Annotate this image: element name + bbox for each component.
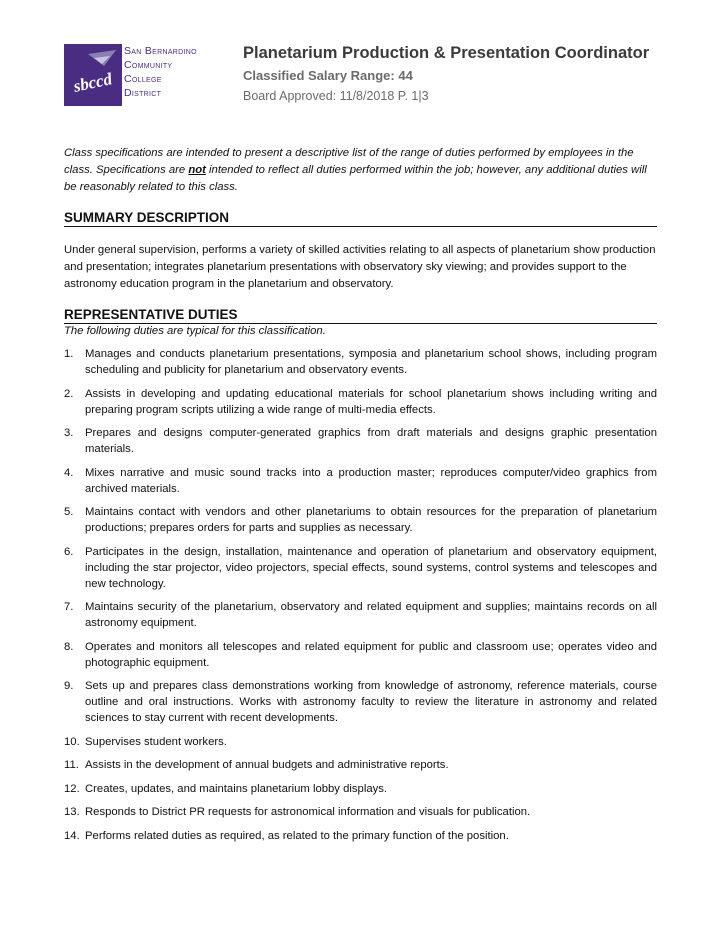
logo-line: Community: [124, 59, 173, 71]
duty-number: 3.: [64, 427, 74, 439]
duty-item: [64, 465, 657, 497]
duty-item: [64, 639, 657, 671]
page-title: Planetarium Production & Presentation Coordinator: [243, 44, 650, 62]
salary-range: Classified Salary Range: 44: [243, 68, 413, 83]
duty-number: 11.: [64, 759, 79, 771]
duty-item: [64, 734, 657, 750]
district-logo: [64, 44, 214, 106]
duty-text: Creates, updates, and maintains planetarium lobby displays.: [85, 782, 388, 795]
duty-text: Mixes narrative and music sound tracks into a production master; reproduces computer/video graphics from archived materials.: [85, 466, 657, 495]
duty-number: 6.: [64, 545, 74, 558]
svg-text:sbccd: sbccd: [71, 69, 114, 96]
duty-item: [64, 346, 657, 378]
duty-text: Participates in the design, installation, maintenance and operation of planetarium and observatory equipment, including the star projector, video projectors, special effects, sound systems, control systems and telescopes and new technology.: [85, 545, 657, 590]
duty-text: Sets up and prepares class demonstrations working from knowledge of astronomy, reference materials, course outline and oral instructions. Works with astronomy faculty to review the literature in astronomy and related sciences to stay current with recent developments.: [85, 680, 657, 724]
duty-item: [64, 678, 657, 726]
sbccd-logo-icon: [64, 44, 122, 106]
duty-text: Responds to District PR requests for astronomical information and visuals for publication.: [85, 806, 531, 818]
duty-number: 1.: [64, 348, 74, 360]
intro-text-after: intended to reflect all duties performed within the job; however, any additional duties will be reasonably related to this class.: [64, 164, 647, 193]
board-approved: Board Approved: 11/8/2018 P. 1|3: [243, 89, 429, 103]
duty-number: 7.: [64, 601, 74, 613]
logo-line: District: [124, 87, 162, 99]
intro-text-before: Class specifications are intended to present a descriptive list of the range of duties performed by employees in the class. Specifications are: [64, 147, 634, 176]
duty-item: [64, 599, 657, 631]
duty-text: Assists in the development of annual budgets and administrative reports.: [85, 759, 449, 771]
duty-item: [64, 804, 657, 820]
intro-paragraph: [64, 145, 659, 196]
duty-text: Operates and monitors all telescopes and related equipment for public and classroom use; operates video and photographic equipment.: [85, 640, 657, 669]
duty-item: [64, 781, 657, 797]
summary-text: Under general supervision, performs a variety of skilled activities relating to all aspects of planetarium show production and presentation; integrates planetarium presentations with observatory sky viewing; and provides support to the astronomy education program in the planetarium and observatory.: [64, 244, 656, 290]
duty-number: 5.: [64, 506, 74, 518]
duty-item: [64, 828, 657, 844]
logo-line: San Bernardino: [124, 45, 197, 57]
duty-number: 13.: [64, 806, 80, 818]
duty-number: 14.: [64, 829, 80, 842]
duty-item: [64, 757, 657, 773]
duty-text: Manages and conducts planetarium presentations, symposia and planetarium school shows, including program scheduling and publicity for planetarium and observatory events.: [85, 348, 657, 376]
duty-number: 4.: [64, 466, 74, 479]
duty-text: Maintains security of the planetarium, observatory and related equipment and supplies; maintains records on all astronomy equipment.: [85, 601, 657, 629]
logo-wordmark: [124, 44, 216, 100]
duties-note: The following duties are typical for this classification.: [64, 325, 326, 337]
duty-text: Supervises student workers.: [85, 735, 227, 748]
duty-number: 12.: [64, 782, 80, 795]
duty-item: [64, 386, 657, 418]
duties-list: [64, 346, 657, 851]
duty-number: 2.: [64, 387, 74, 400]
duty-number: 9.: [64, 680, 74, 692]
duty-number: 8.: [64, 640, 74, 653]
duty-text: Prepares and designs computer-generated graphics from draft materials and designs graphic presentation materials.: [85, 427, 657, 455]
duty-text: Assists in developing and updating educational materials for school planetarium shows including writing and preparing program scripts utilizing a wide range of multi-media effects.: [85, 387, 657, 416]
duties-heading: REPRESENTATIVE DUTIES: [64, 306, 657, 324]
title-block: [243, 43, 683, 104]
summary-heading: SUMMARY DESCRIPTION: [64, 209, 657, 227]
duty-text: Maintains contact with vendors and other planetariums to obtain resources for the preparation of planetarium productions; prepares orders for parts and supplies as necessary.: [85, 506, 657, 534]
duty-item: [64, 504, 657, 536]
duty-item: [64, 425, 657, 457]
logo-line: College: [124, 73, 162, 85]
duty-text: Performs related duties as required, as related to the primary function of the position.: [85, 829, 509, 842]
duty-item: [64, 544, 657, 592]
intro-emphasis: not: [188, 164, 206, 176]
duty-number: 10.: [64, 735, 80, 748]
